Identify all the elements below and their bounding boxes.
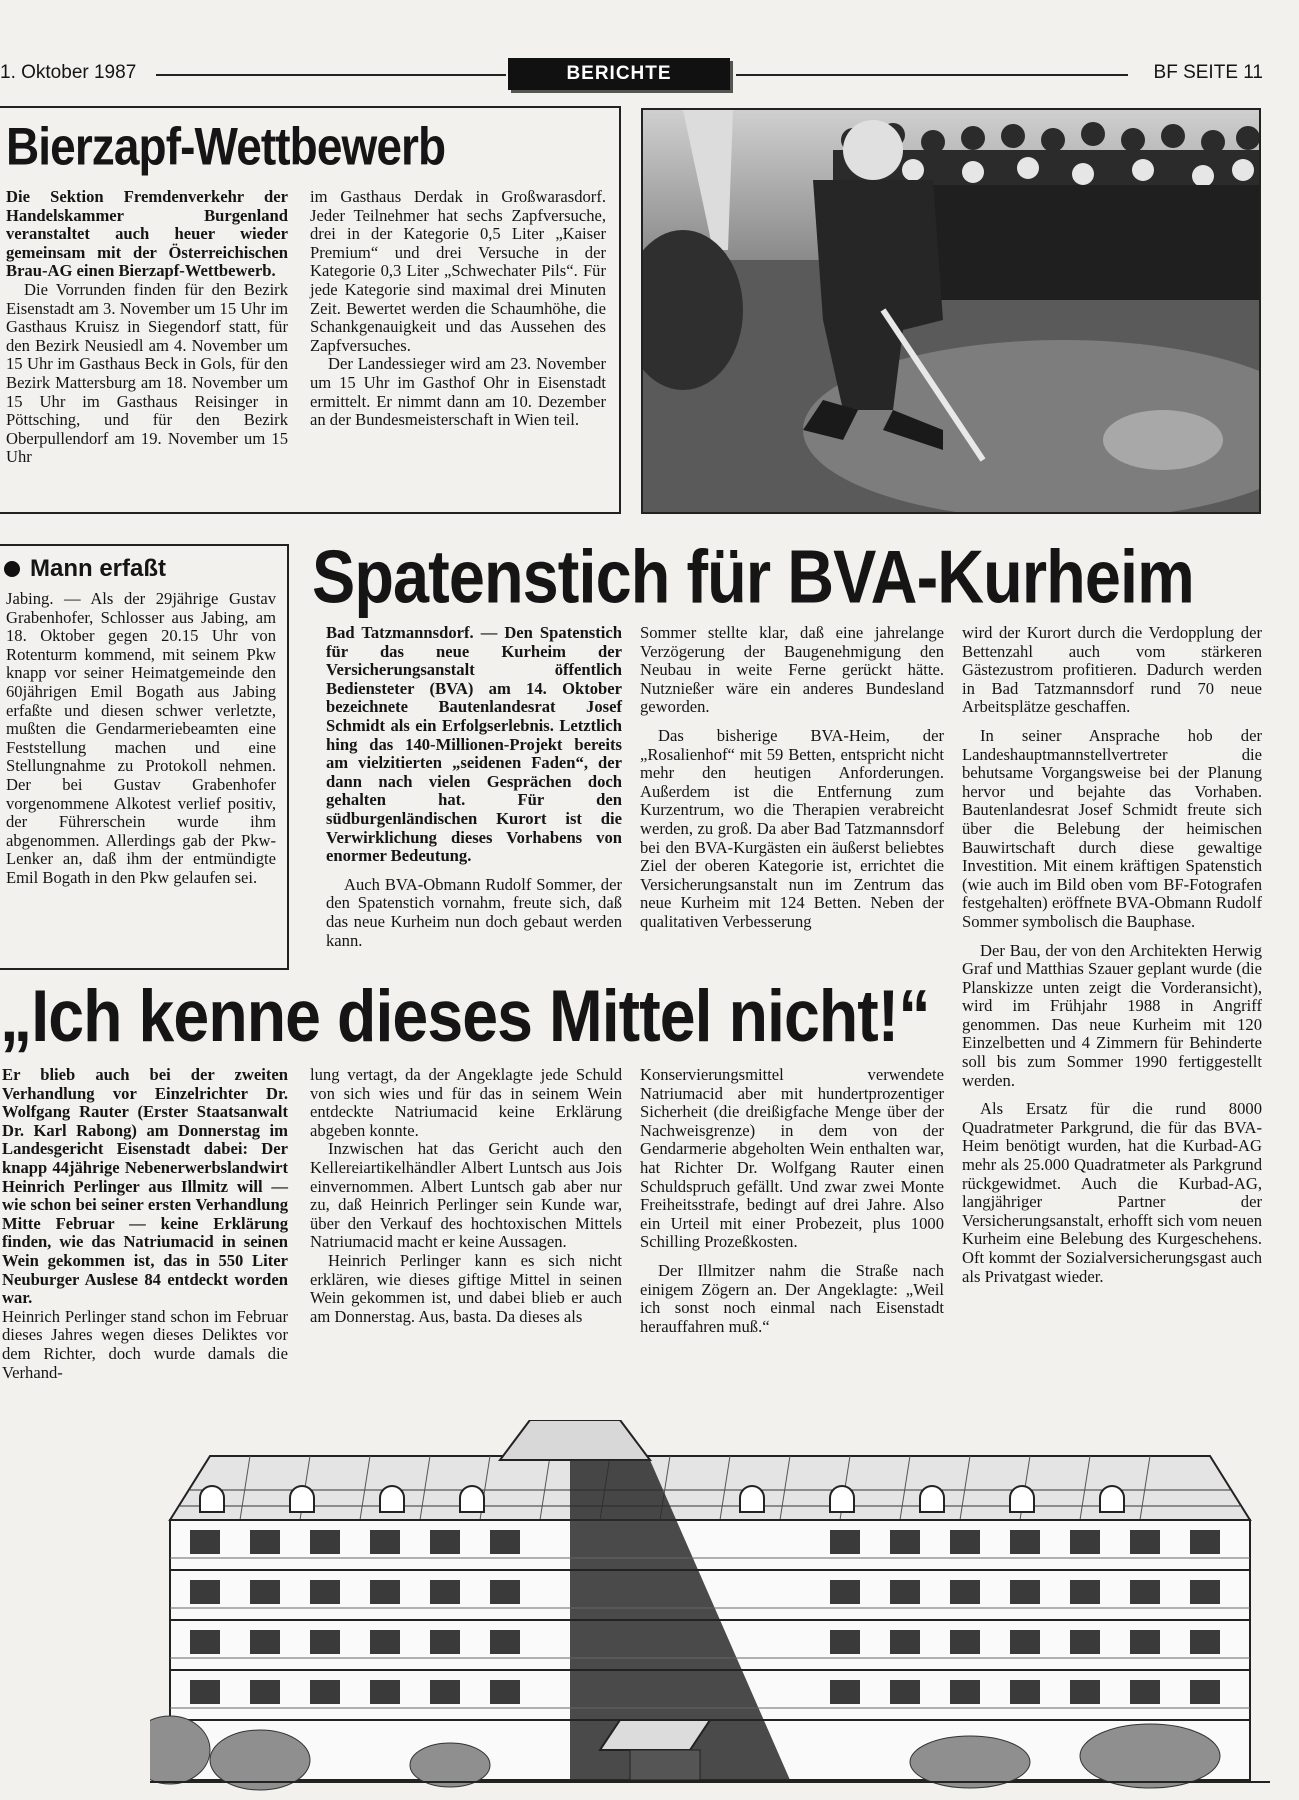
section-badge: BERICHTE [508, 58, 730, 90]
building-sketch-image [150, 1420, 1270, 1792]
paragraph: lung vertagt, da der Angeklagte jede Schuld von sich wies und für das in seinem Wein entdeckte Natriumacid keine Erklärung abgeben konnte. [310, 1065, 622, 1140]
building-elevation-drawing [150, 1420, 1270, 1792]
paragraph: Konservierungsmittel verwendete Natriumacid aber mit hundertprozentiger Sicherheit (die dreißigfache Menge über der Nachweisgrenze) in dem von der Gendarmerie abgeholten Wein enthalten war, hat Richter Dr. Wolfgang Rauter einen Schuldspruch gefällt. Und zwar zwei Monte Freiheitsstrafe, bedingt auf drei Jahre. Also ein Urteil mit einer Probezeit, plus 1000 Schilling Prozeßkosten. [640, 1065, 944, 1252]
groundbreaking-photo [641, 108, 1261, 514]
article-column [326, 624, 622, 950]
article-column [2, 1066, 288, 1382]
paragraph: Heinrich Perlinger stand schon im Februar dieses Jahres wegen dieses Deliktes vor dem Richter, doch wurde damals die Verhand- [2, 1306, 288, 1382]
article-column [640, 1066, 944, 1336]
paragraph: Inzwischen hat das Gericht auch den Kellereiartikelhändler Albert Luntsch aus Jois einvernommen. Albert Luntsch gab aber nur zu, daß Heinrich Perlinger sein Kunde war, über den Verkauf des hochtoxischen Mittels Natriumacid macht er keine Aussagen. [310, 1139, 622, 1252]
paragraph: Das bisherige BVA-Heim, der „Rosalienhof“ mit 59 Betten, entspricht nicht mehr den heutigen Anforderungen. Außerdem ist die Entfernung zum Kurzentrum, wo die Therapien verabreicht werden, zu groß. Da aber Bad Tatzmannsdorf bei den BVA-Kurgästen ein äußerst beliebtes Ziel der oberen Kategorie ist, errichtet die Versicherungsanstalt nun im Zentrum das neue Kurheim mit 124 Betten. Neben der qualitativen Verbesserung [640, 725, 944, 931]
article-column [962, 624, 1262, 1286]
lead-paragraph: Er blieb auch bei der zweiten Verhandlung vor Einzelrichter Dr. Wolfgang Rauter (Erster Staatsanwalt Dr. Karl Rabong) am Donnerstag im Landesgericht Eisenstadt dabei: Der knapp 44jährige Nebenerwerbslandwirt Heinrich Perlinger aus Illmitz will — wie schon bei seiner ersten Verhandlung Mitte Februar — keine Erklärung finden, wie das Natriumacid in seinen Wein gekommen ist, das in 550 Liter Neuburger Auslese 84 entdeckt worden war. [2, 1065, 288, 1308]
paragraph: im Gasthaus Derdak in Großwarasdorf. Jeder Teilnehmer hat sechs Zapfversuche, drei in der Kategorie 0,5 Liter „Kaiser Premium“ und drei Versuche in der Kategorie 0,3 Liter „Schwechater Pils“. Für jede Kategorie sind maximal drei Minuten Zeit. Bewertet werden die Schaumhöhe, die Schankgenauigkeit und das Aussehen des Zapfversuches. [310, 187, 606, 355]
article-bierzapf [0, 106, 621, 514]
header-rule-right [736, 74, 1128, 76]
article-heading [4, 555, 166, 583]
lead-paragraph: Die Sektion Fremdenverkehr der Handelskammer Burgenland veranstaltet auch heuer wieder gemeinsam mit der Österreichischen Brau-AG einen Bierzapf-Wettbewerb. [6, 187, 288, 281]
article-title: Bierzapf-Wettbewerb [6, 117, 446, 176]
article-column [310, 1066, 622, 1326]
issue-date: 1. Oktober 1987 [0, 62, 137, 83]
paragraph: Der Landessieger wird am 23. November um 15 Uhr im Gasthof Ohr in Eisenstadt ermittelt. Er nimmt dann am 10. Dezember an der Bundesmeisterschaft in Wien teil. [310, 354, 606, 430]
paragraph: Die Vorrunden finden für den Bezirk Eisenstadt am 3. November um 15 Uhr im Gasthaus Kruisz in Siegendorf statt, für den Bezirk Neusiedl am 4. November um 15 Uhr im Gasthaus Beck in Gols, für den Bezirk Mattersburg am 18. November um 15 Uhr im Gasthaus Reisinger in Pöttsching, und für den Bezirk Oberpullendorf am 19. November um 15 Uhr [6, 279, 288, 467]
article-title-mittel: „Ich kenne dieses Mittel nicht!“ [0, 975, 930, 1057]
paragraph: Der Bau, der von den Architekten Herwig Graf und Matthias Szauer geplant wurde (die Planskizze unten zeigt die Vorderansicht), wird im Frühjahr 1988 in Angriff genommen. Das neue Kurheim mit 120 Einzelbetten und 4 Zimmern für Behinderte soll bis zum Sommer 1990 fertiggestellt werden. [962, 940, 1262, 1090]
paragraph: Jabing. — Als der 29jährige Gustav Grabenhofer, Schlosser aus Jabing, am 18. Oktober gegen 20.15 Uhr von Rotenturm kommend, mit seinem Pkw knapp vor seiner Heimatgemeinde den 60jährigen Emil Bogath aus Jabing erfaßte und diesen schwer verletzte, mußten die Gendarmeriebeamten eine Feststellung machen und eine Stellungnahme zu Protokoll nehmen. Der bei Gustav Grabenhofer vorgenommene Alkotest verlief positiv, der Führerschein wurde ihm abgenommen. Allerdings gab der Pkw-Lenker an, daß ihm der entmündigte Emil Bogath in den Pkw gelaufen sei. [6, 589, 276, 887]
header-rule-left [156, 74, 506, 76]
page-number: BF SEITE 11 [1153, 62, 1263, 83]
paragraph: Heinrich Perlinger kann es sich nicht erklären, wie dieses giftige Mittel in seinen Wein gekommen ist, und dabei blieb er auch am Donnerstag. Aus, basta. Da dieses als [310, 1250, 622, 1326]
article-title: Mann erfaßt [30, 555, 167, 582]
paragraph: In seiner Ansprache hob der Landeshauptmannstellvertreter die behutsame Vorgangsweise bei der Planung hervor und bejahte das Vorhaben. Bautenlandesrat Josef Schmidt freute sich über die Belebung der heimischen Bauwirtschaft durch diese gewaltige Investition. Mit einem kräftigen Spatenstich (wie auch im Bild oben vom BF-Fotografen festgehalten) eröffnete BVA-Obmann Rudolf Sommer symbolisch die Bauphase. [962, 725, 1262, 931]
article-title-spatenstich: Spatenstich für BVA-Kurheim [312, 535, 1194, 620]
article-mann-erfasst [0, 544, 289, 970]
lead-paragraph: Bad Tatzmannsdorf. — Den Spatenstich für das neue Kurheim der Versicherungsanstalt öffentlich Bediensteter (BVA) am 14. Oktober bezeichnete Bautenlandesrat Josef Schmidt als ein Erfolgserlebnis. Letztlich hing das 140-Millionen-Projekt bereits am vielzitierten „seidenen Faden“, der dann nach vielen Gesprächen doch gehalten hat. Für den südburgenländischen Kurort ist die Verwirklichung dieses Vorhabens von enormer Bedeutung. [326, 623, 622, 866]
paragraph: Auch BVA-Obmann Rudolf Sommer, der den Spatenstich vornahm, freute sich, daß das neue Kurheim nun doch gebaut werden kann. [326, 874, 622, 950]
photo-image [643, 110, 1259, 512]
paragraph: Sommer stellte klar, daß eine jahrelange Verzögerung der Baugenehmigung den Neubau in weite Ferne gerückt hätte. Nutznießer wäre ein anderes Bundesland geworden. [640, 623, 944, 717]
article-column [640, 624, 944, 932]
paragraph: Als Ersatz für die rund 8000 Quadratmeter Parkgrund, die für das BVA-Heim benötigt wurden, hat die Kurbad-AG mehr als 25.000 Quadratmeter als Parkgrund rückgewidmet. Auch die Kurbad-AG, langjähriger Partner der Versicherungsanstalt, erhofft sich vom neuen Kurheim eine Belebung des Kurgeschehens. Oft kommt der Sozialversicherungsgast auch als Privatgast wieder. [962, 1099, 1262, 1286]
article-column [310, 188, 606, 430]
article-column [6, 188, 288, 467]
bullet-icon [4, 561, 20, 577]
paragraph: wird der Kurort durch die Verdopplung der Bettenzahl auch vom stärkeren Gästezustrom profitieren. Dadurch werden in Bad Tatzmannsdorf rund 70 neue Arbeitsplätze geschaffen. [962, 623, 1262, 717]
article-column [6, 590, 276, 888]
paragraph: Der Illmitzer nahm die Straße nach einigem Zögern an. Der Angeklagte: „Weil ich sonst noch einmal nach Eisenstadt herauffahren muß.“ [640, 1260, 944, 1336]
